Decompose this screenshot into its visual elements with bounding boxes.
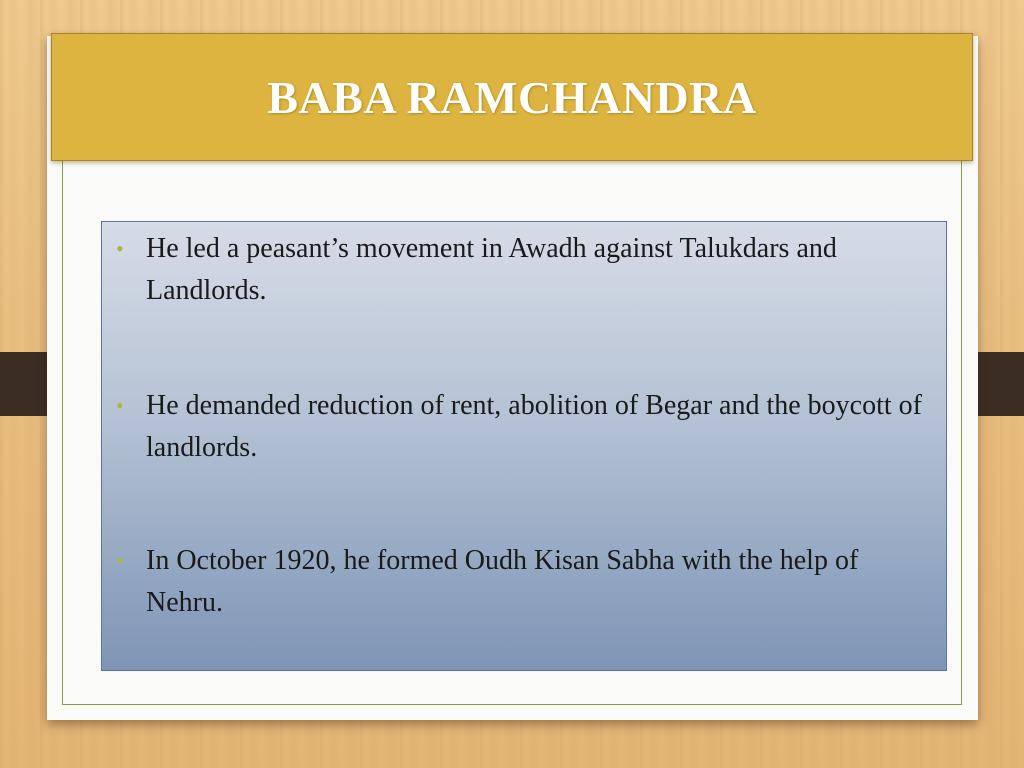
bullet-text-2: He demanded reduction of rent, abolition of Begar and the boycott of landlords. xyxy=(146,390,922,463)
bullet-item-2 xyxy=(116,385,941,469)
bullet-icon: • xyxy=(116,393,124,418)
slide-title: BABA RAMCHANDRA xyxy=(267,71,757,123)
title-banner xyxy=(51,33,973,161)
bullet-item-1 xyxy=(116,228,941,312)
bullet-item-3 xyxy=(116,540,941,624)
bullet-text-1: He led a peasant’s movement in Awadh against Talukdars and Landlords. xyxy=(146,233,837,306)
bullet-icon: • xyxy=(116,548,124,573)
bullet-icon: • xyxy=(116,236,124,261)
content-box xyxy=(101,221,947,671)
bullet-text-3: In October 1920, he formed Oudh Kisan Sabha with the help of Nehru. xyxy=(146,545,859,618)
